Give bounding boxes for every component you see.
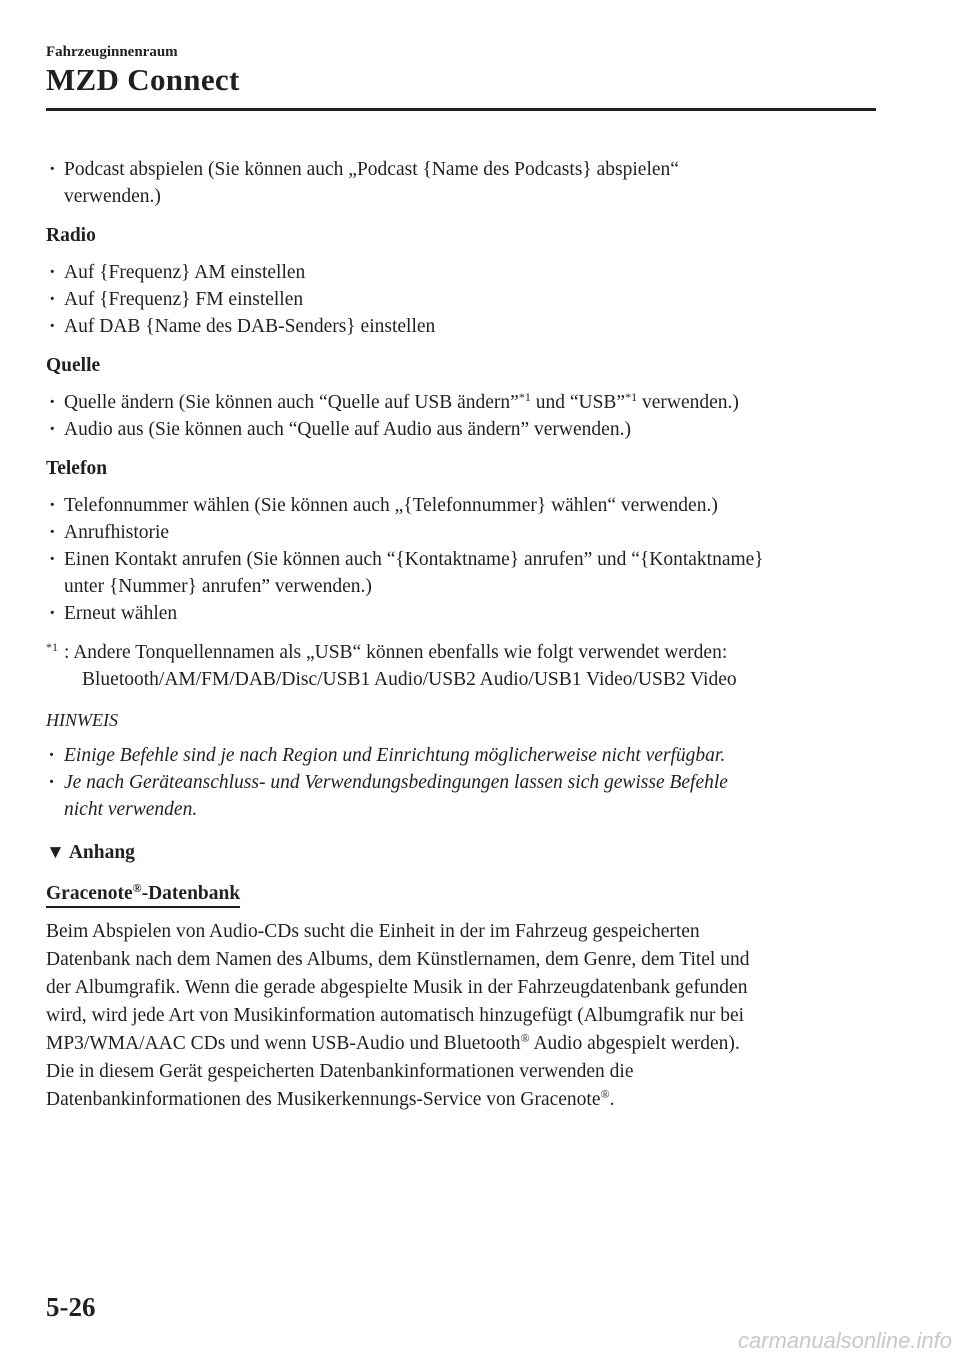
footnote: $^{*1}$ : Andere Tonquellennamen als „USB“ können ebenfalls wie folgt verwendet werden: Bluetooth/AM/FM/DAB/Disc/USB1 Audio/USB2 Audio/USB1 Video/USB2 Video bbox=[46, 640, 737, 690]
list-item: · Auf {Frequenz} AM einstellen bbox=[46, 259, 876, 286]
list-item: · Podcast abspielen (Sie können auch „Podcast {Name des Podcasts} abspielen“ verwenden.) bbox=[46, 156, 876, 210]
page-number: 5-26 bbox=[46, 1292, 96, 1322]
list-item: · Telefonnummer wählen (Sie können auch „{Telefonnummer} wählen“ verwenden.) bbox=[46, 492, 876, 519]
list-item: · Einige Befehle sind je nach Region und Einrichtung möglicherweise nicht verfügbar. bbox=[46, 742, 876, 769]
list-item: · Quelle ändern (Sie können auch “Quelle auf USB ändern”$^{*1}$ und “USB”$^{*1}$ verwenden.) bbox=[46, 389, 876, 416]
page-content bbox=[46, 156, 876, 1114]
list-item: · Auf {Frequenz} FM einstellen bbox=[46, 286, 876, 313]
footnote-ref: *1 bbox=[625, 390, 638, 404]
appendix-heading: ▼ Anhang bbox=[46, 842, 135, 863]
list-item: · Anrufhistorie bbox=[46, 519, 876, 546]
footnote-ref: *1 bbox=[518, 390, 531, 404]
note-title: HINWEIS bbox=[46, 710, 118, 730]
list-item: · Erneut wählen bbox=[46, 600, 876, 627]
triangle-down-icon: ▼ bbox=[46, 842, 65, 863]
source-heading: Quelle bbox=[46, 355, 101, 376]
watermark: carmanualsonline.info bbox=[737, 1328, 952, 1353]
footnote-mark: *1 bbox=[46, 640, 58, 654]
list-item: · Je nach Geräteanschluss- und Verwendungsbedingungen lassen sich gewisse Befehle nicht verwenden. bbox=[46, 769, 876, 823]
gracenote-subheading: Gracenote®-Datenbank bbox=[46, 882, 240, 908]
chapter-title: MZD Connect bbox=[46, 62, 240, 97]
list-item: · Audio aus (Sie können auch “Quelle auf Audio aus ändern” verwenden.) bbox=[46, 416, 876, 443]
header-rule bbox=[46, 108, 876, 111]
gracenote-paragraph: Beim Abspielen von Audio-CDs sucht die Einheit in der im Fahrzeug gespeicherten Datenbank nach dem Namen des Albums, dem Künstlernamen, dem Genre, dem Titel und der Albumgrafik. Wenn die gerade abgespielte Musik in der Fahrzeugdatenbank gefunden wird, wird jede Art von Musikinformation automatisch hinzugefügt (Albumgrafik nur bei MP3/WMA/AAC CDs und wenn USB-Audio und Bluetooth® Audio abgespielt werden). Die in diesem Gerät gespeicherten Datenbankinformationen verwenden die Datenbankinformationen des Musikerkennungs-Service von Gracenote®. bbox=[46, 921, 750, 1110]
list-item: · Einen Kontakt anrufen (Sie können auch “{Kontaktname} anrufen” und “{Kontaktname} unter {Nummer} anrufen” verwenden.) bbox=[46, 546, 876, 600]
list-item: · Auf DAB {Name des DAB-Senders} einstellen bbox=[46, 313, 876, 340]
section-label: Fahrzeuginnenraum bbox=[46, 44, 178, 60]
phone-heading: Telefon bbox=[46, 458, 108, 479]
radio-heading: Radio bbox=[46, 225, 96, 246]
registered-mark: ® bbox=[132, 881, 142, 895]
